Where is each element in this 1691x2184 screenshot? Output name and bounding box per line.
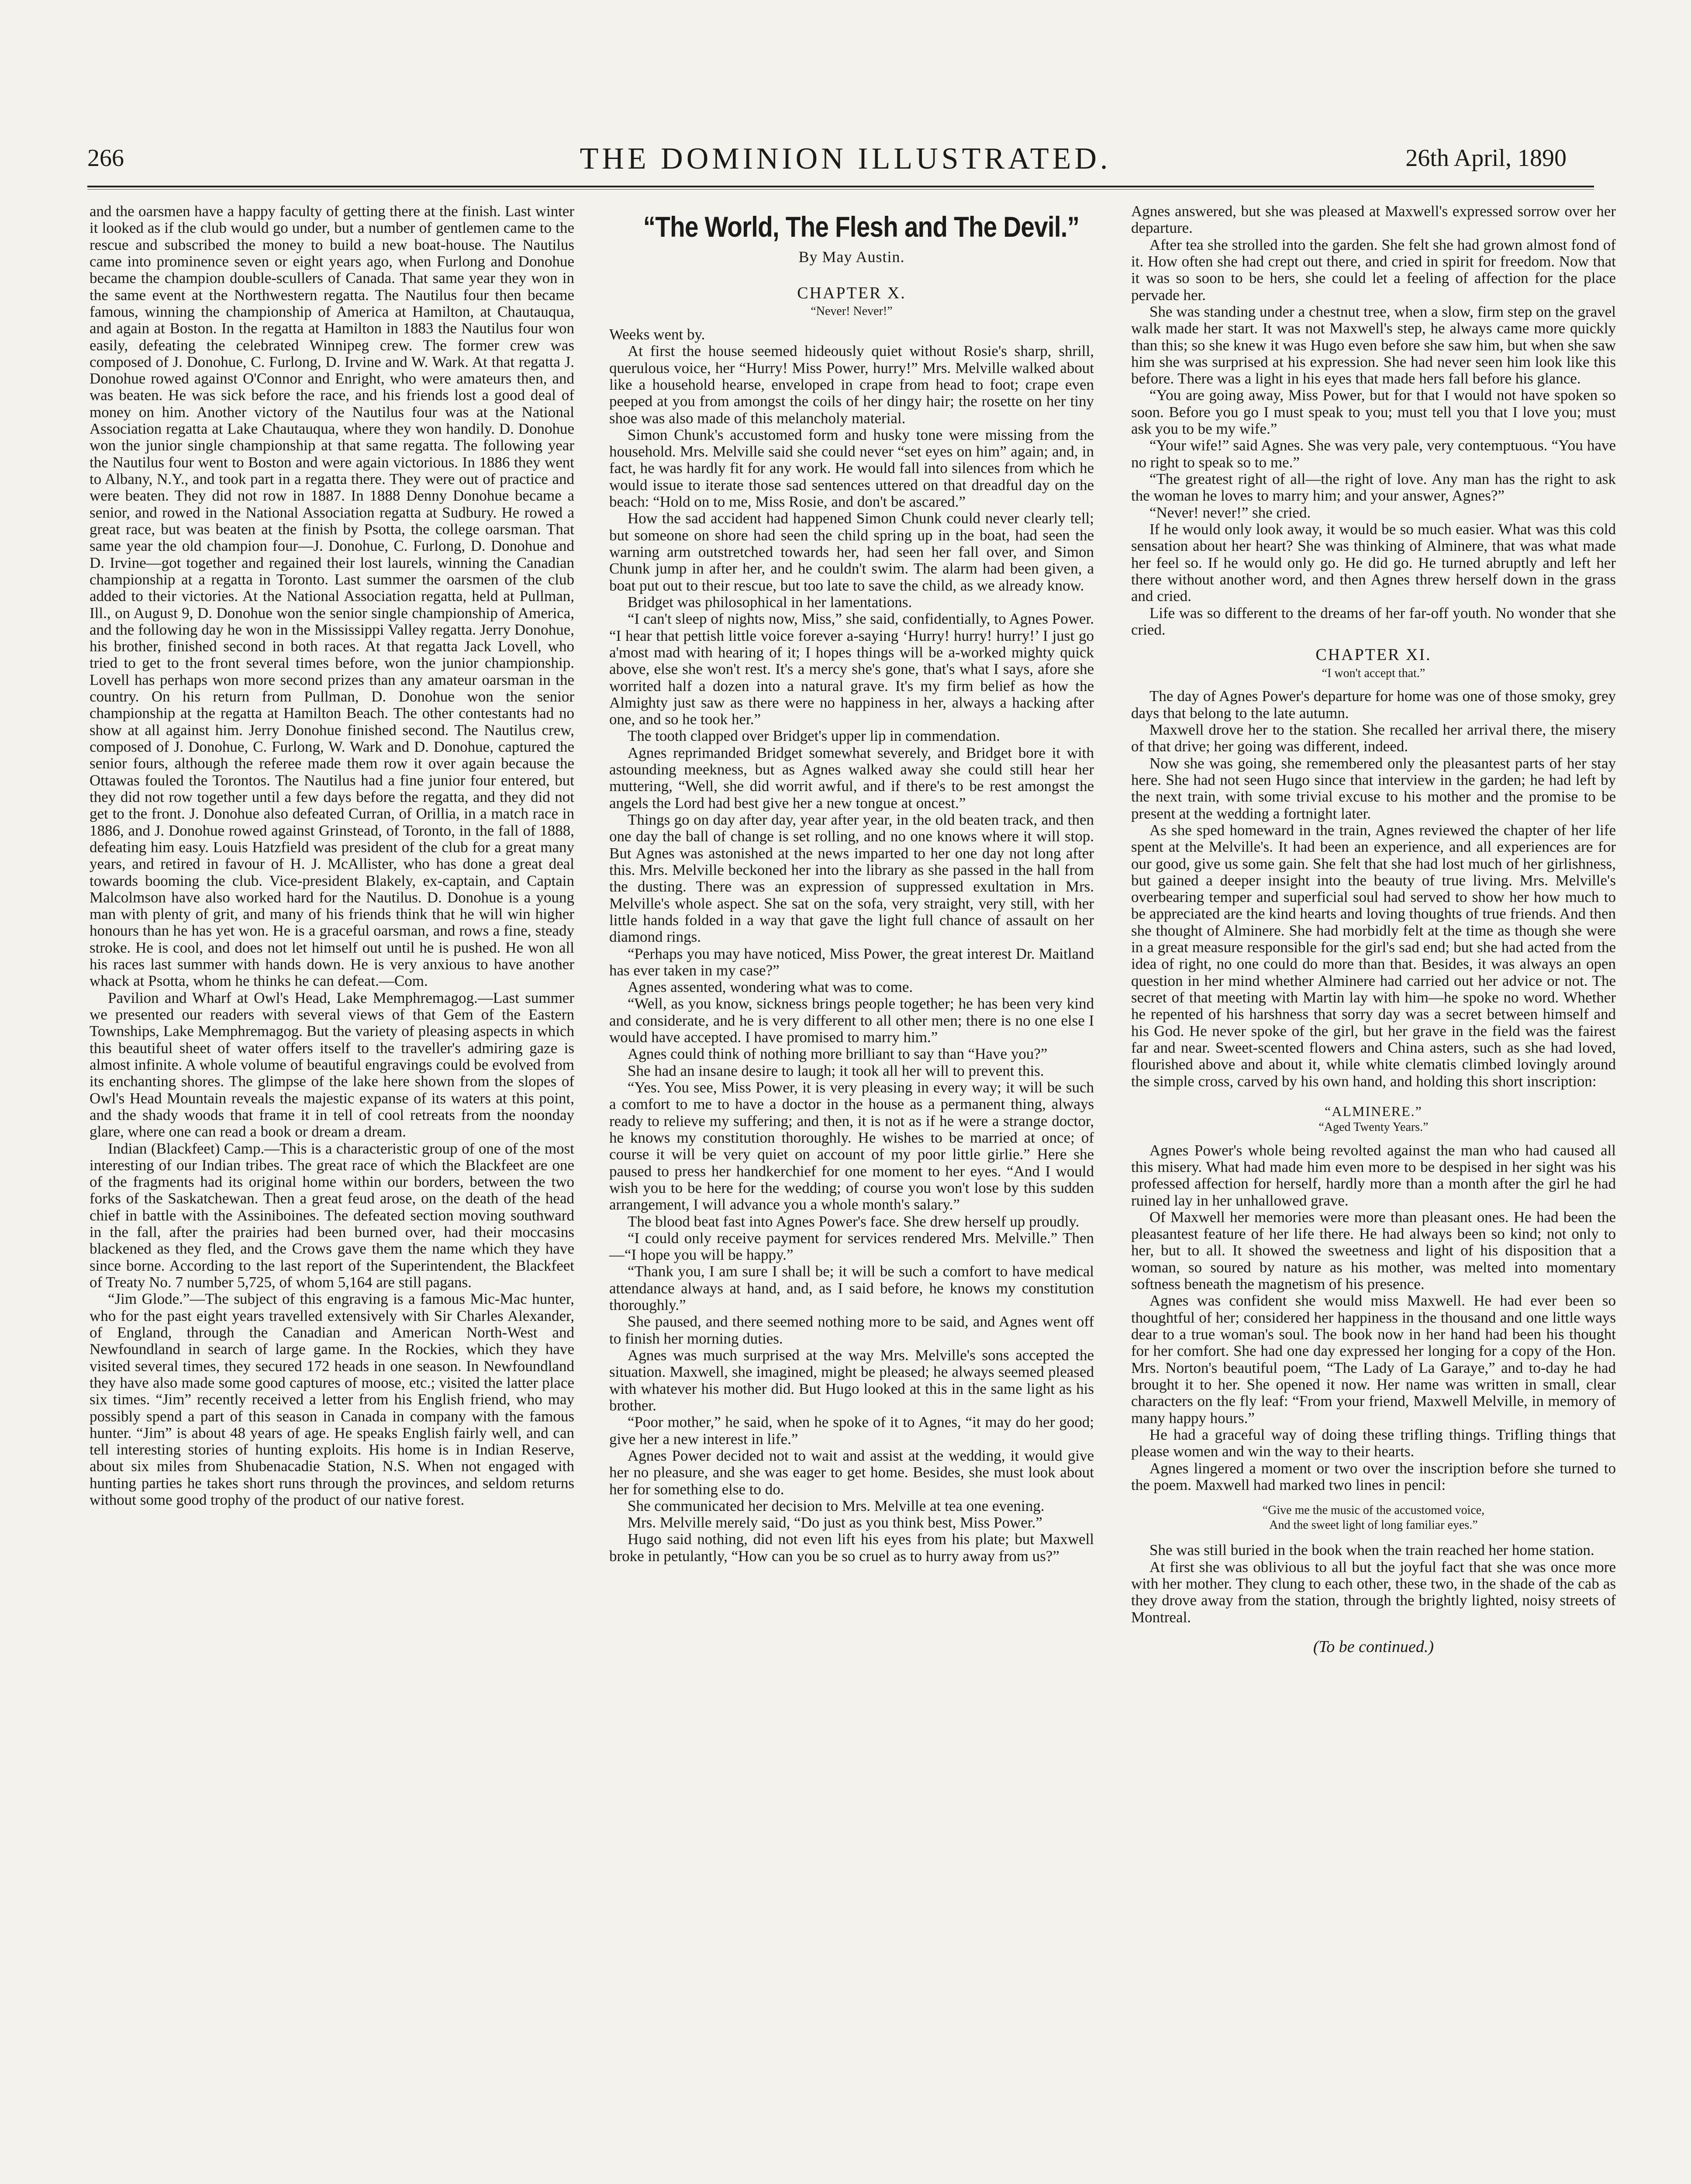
verse-line: “Give me the music of the accustomed voice,: [1262, 1503, 1485, 1517]
paragraph: “Poor mother,” he said, when he spoke of it to Agnes, “it may do her good; give her a new interest in life.”: [609, 1413, 1094, 1448]
paragraph: Agnes was confident she would miss Maxwell. He had ever been so thoughtful of her; considered her happiness in the thousand and one little ways dear to a true woman's soul. The book now in her hand had been his thought for her comfort. She had one day expressed her longing for a copy of the Hon. Mrs. Norton's beautiful poem, “The Lady of La Garaye,” and to-day he had brought it to her. She opened it now. Her name was written in small, clear characters on the fly leaf: “From your friend, Maxwell Melville, in memory of many happy hours.”: [1131, 1292, 1616, 1427]
paragraph: He had a graceful way of doing these trifling things. Trifling things that please women and win the way to their hearts.: [1131, 1426, 1616, 1460]
paragraph: Mrs. Melville merely said, “Do just as you think best, Miss Power.”: [628, 1514, 1042, 1531]
paragraph: Of Maxwell her memories were more than pleasant ones. He had been the pleasantest feature of her life there. He had always been so kind; not only to her, but to all. It showed the sweetness and light of his disposition that a woman, so soured by nature as his mother, was melted into momentary softness beneath the magnetism of his presence.: [1131, 1208, 1616, 1293]
paragraph: Weeks went by.: [609, 325, 705, 343]
chapter-motto: “Never! Never!”: [811, 304, 893, 318]
paragraph: “Your wife!” said Agnes. She was very pale, very contemptuous. “You have no right to speak so to me.”: [1131, 437, 1616, 471]
paragraph: Hugo said nothing, did not even lift his eyes from his plate; but Maxwell broke in petulantly, “How can you be so cruel as to hurry away from us?”: [609, 1531, 1094, 1565]
chapter-heading: CHAPTER XI.: [1315, 646, 1432, 664]
paragraph: Agnes could think of nothing more brilliant to say than “Have you?”: [628, 1045, 1048, 1063]
paragraph: The day of Agnes Power's departure for home was one of those smoky, grey days that belong to the late autumn.: [1131, 688, 1616, 722]
paragraph: “Perhaps you may have noticed, Miss Power, the great interest Dr. Maitland has ever taken in my case?”: [609, 945, 1094, 979]
paragraph: She paused, and there seemed nothing more to be said, and Agnes went off to finish her morning duties.: [609, 1313, 1094, 1347]
paragraph: Agnes was much surprised at the way Mrs. Melville's sons accepted the situation. Maxwell, she imagined, might be pleased; he always seemed pleased with whatever his mother did. But Hugo looked at this in the same light as his brother.: [609, 1347, 1094, 1414]
paragraph: At first the house seemed hideously quiet without Rosie's sharp, shrill, querulous voice, her “Hurry! Miss Power, hurry!” Mrs. Melville walked about like a household hearse, enveloped in crape from head to foot; crape even peeped at you from amongst the coils of her dingy hair; the rosette on her tiny shoe was also made of this melancholy material.: [609, 342, 1094, 427]
paragraph: “I can't sleep of nights now, Miss,” she said, confidentially, to Agnes Power. “I hear that pettish little voice forever a-saying ‘Hurry! hurry! hurry!’ I just go a'most mad with hearing of it; I hopes things will be a-worked mighty quick above, else she won't rest. It's a mercy she's gone, that's what I says, afore she worrited half a dozen into a natural grave. It's my firm belief as how the Almighty just saw as there were no happiness in her, always a hacking after one, and so he took her.”: [609, 610, 1094, 728]
paragraph: As she sped homeward in the train, Agnes reviewed the chapter of her life spent at the Melville's. It had been an experience, and all experiences are for our good, give us some gain. She felt that she had lost much of her girlishness, but gained a deeper insight into the beauty of true living. Mrs. Melville's overbearing temper and superficial soul had served to show her how much to be appreciated are the kind hearts and loving thoughts of true friends. And then she thought of Alminere. She had morbidly felt at the time as though she were in a great measure responsible for the girl's sad end; but she had acted from the idea of right, no one could do more than that. Besides, it was always an open question in her mind whether Alminere had carried out her advice or not. The secret of that meeting with Martin lay with him—he spoke no word. Whether he repented of his harshness that sorry day was a secret between himself and his God. He never spoke of the girl, but her grave in the field was the fairest far and near. Sweet-scented flowers and China asters, such as she had loved, flourished above and about it, while white clematis climbed lovingly around the simple cross, carved by his own hand, and holding this short inscription:: [1131, 821, 1616, 1090]
paragraph: Simon Chunk's accustomed form and husky tone were missing from the household. Mrs. Melville said she could never “set eyes on him” again; and, in fact, he was hardly fit for any work. He would fall into silences from which he would issue to iterate those sad sentences uttered on that dreadful day on the beach: “Hold on to me, Miss Rosie, and don't be ascared.”: [609, 426, 1094, 511]
paragraph: If he would only look away, it would be so much easier. What was this cold sensation about her heart? She was thinking of Alminere, that was what made her feel so. If he would only go. He did go. He turned abruptly and left her there without another word, and then Agnes threw herself down in the grass and cried.: [1131, 520, 1616, 605]
paragraph: Now she was going, she remembered only the pleasantest parts of her stay here. She had not seen Hugo since that interview in the garden; he had left by the next train, with some trivial excuse to his mother and the promise to be present at the wedding a fortnight later.: [1131, 754, 1616, 822]
paragraph: “Jim Glode.”—The subject of this engraving is a famous Mic-Mac hunter, who for the past eight years travelled extensively with Sir Charles Alexander, of England, through the Canadian and American North-West and Newfoundland in search of large game. In the Rockies, which they have visited several times, they secured 172 heads in one season. In Newfoundland they have also made some good captures of moose, etc.; visited the latter place six times. “Jim” recently received a letter from his English friend, who may possibly spend a part of this season in Canada in company with the famous hunter. “Jim” is about 48 years of age. He speaks English fairly well, and can tell interesting stories of hunting exploits. His home is in Indian Reserve, about six miles from Shubenacadie Station, N.S. When not engaged with hunting parties he takes short runs through the provinces, and seldom returns without some good trophy of the product of our native forest.: [90, 1290, 574, 1509]
paragraph: How the sad accident had happened Simon Chunk could never clearly tell; but someone on shore had seen the child spring up in the boat, had seen the warning arm outstretched towards her, had seen her fall over, and Simon Chunk jump in after her, and he couldn't swim. The alarm had been given, a boat put out to their rescue, but too late to save the child, as we already know.: [609, 510, 1094, 594]
column-middle: [609, 203, 1094, 1565]
paragraph: Indian (Blackfeet) Camp.—This is a characteristic group of one of the most interesting of our Indian tribes. The great race of which the Blackfeet are one of the fragments had its original home within our borders, between the two forks of the Saskatchewan. Then a great feud arose, on the death of the head chief in battle with the Assiniboines. The defeated section moving southward in the fall, after the prairies had been burned over, had their moccasins blackened as they fled, and the Crows gave them the name which they have since borne. According to the last report of the Superintendent, the Blackfeet of Treaty No. 7 number 5,725, of whom 5,164 are still pagans.: [90, 1140, 574, 1291]
column-left: [90, 203, 574, 1508]
paragraph: “You are going away, Miss Power, but for that I would not have spoken so soon. Before you go I must speak to you; must tell you that I love you; must ask you to be my wife.”: [1131, 387, 1616, 438]
paragraph: The tooth clapped over Bridget's upper lip in commendation.: [628, 727, 1000, 745]
chapter-motto: “I won't accept that.”: [1322, 666, 1425, 680]
paragraph: Agnes assented, wondering what was to come.: [628, 978, 913, 996]
inscription-title: “ALMINERE.”: [1325, 1103, 1422, 1119]
page-number: 266: [87, 145, 124, 172]
story-title: “The World, The Flesh and The Devil.”: [643, 211, 1080, 243]
paragraph: After tea she strolled into the garden. She felt she had grown almost fond of it. How often she had crept out there, and cried in spirit for freedom. Now that it was so soon to be hers, she could let a feeling of affection for the place pervade her.: [1131, 236, 1616, 304]
paragraph: The blood beat fast into Agnes Power's face. She drew herself up proudly.: [628, 1213, 1080, 1230]
paragraph: “The greatest right of all—the right of love. Any man has the right to ask the woman he loves to marry him; and your answer, Agnes?”: [1131, 470, 1616, 505]
paragraph: Agnes reprimanded Bridget somewhat severely, and Bridget bore it with astounding meekness, but as Agnes walked away she could still hear her muttering, “Well, she did worrit awful, and if there's to be rest amongst the angels the Lord had best give her a new tongue at oncest.”: [609, 744, 1094, 812]
issue-date: 26th April, 1890: [1405, 145, 1567, 172]
paragraph: Things go on day after day, year after year, in the old beaten track, and then one day the ball of change is set rolling, and no one knows where it will stop. But Agnes was astonished at the news imparted to her one day not long after this. Mrs. Melville beckoned her into the library as she passed in the hall from the dusting. There was an expression of suppressed exultation in Mrs. Melville's whole aspect. She sat on the sofa, very straight, very still, with her little hands folded in a way that gave the light full chance of assault on her diamond rings.: [609, 811, 1094, 946]
paragraph: She had an insane desire to laugh; it took all her will to prevent this.: [628, 1062, 1044, 1079]
inscription-subtitle: “Aged Twenty Years.”: [1318, 1120, 1429, 1134]
paragraph: Maxwell drove her to the station. She recalled her arrival there, the misery of that drive; her going was different, indeed.: [1131, 721, 1616, 755]
paragraph: At first she was oblivious to all but the joyful fact that she was once more with her mother. They clung to each other, these two, in the shade of the cab as they drove away from the station, through the brightly lighted, noisy streets of Montreal.: [1131, 1558, 1616, 1626]
paragraph: She was standing under a chestnut tree, when a slow, firm step on the gravel walk made her start. It was not Maxwell's step, he always came more quickly than this; so she knew it was Hugo even before she saw him, but when she saw him she was surprised at his expression. She had never seen him look like this before. There was a light in his eyes that made hers fall before his glance.: [1131, 303, 1616, 387]
paragraph: and the oarsmen have a happy faculty of getting there at the finish. Last winter it looked as if the club would go under, but a number of gentlemen came to the rescue and subscribed the money to build a new boat-house. The Nautilus came into prominence seven or eight years ago, when Furlong and Donohue became the champion double-scullers of Canada. That same year they won in the same event at the Northwestern regatta. The Nautilus four then became famous, winning the championship of America at Hamilton, at Chautauqua, and again at Boston. In the regatta at Hamilton in 1883 the Nautilus four won easily, defeating the celebrated Winnipeg crew. The former crew was composed of J. Donohue, C. Furlong, D. Irvine and W. Wark. At that regatta J. Donohue rowed against O'Connor and Enright, who were amateurs then, and was beaten. He was sick before the race, and his friends lost a good deal of money on him. Another victory of the Nautilus four was at the National Association regatta at Lake Chautauqua, where they won handily. D. Donohue won the junior single championship at that same regatta. The following year the Nautilus four went to Boston and were again victorious. In 1886 they went to Albany, N.Y., and took part in a regatta there. They were out of practice and were beaten. They did not row in 1887. In 1888 Denny Donohue became a senior, and rowed in the National Association regatta at Sudbury. He rowed a great race, but was beaten at the finish by Psotta, the college oarsman. That same year the old champion four—J. Donohue, C. Furlong, D. Donohue and D. Irvine—got together and regained their lost laurels, winning the Canadian championship at a regatta in Toronto. Last summer the oarsmen of the club added to their victories. At the National Association regatta, held at Pullman, Ill., on August 9, D. Donohue won the senior single championship of America, and the following day he won in the Mississippi Valley regatta. Jerry Donohue, his brother, finished second in both races. At that regatta Jack Lovell, who tried to get to the front several times before, won the junior championship. Lovell has perhaps won more second prizes than any amateur oarsman in the country. On his return from Pullman, D. Donohue won the senior championship at the regatta at Hamilton Beach. The other contestants had no show at all against him. Jerry Donohue finished second. The Nautilus crew, composed of J. Donohue, C. Furlong, W. Wark and D. Donohue, captured the senior fours, although the referee made them row it over again because the Ottawas fouled the Torontos. The Nautilus had a fine junior four entered, but they did not row together until a few days before the regatta, and they did not get to the front. J. Donohue also defeated Curran, of Orillia, in a match race in 1886, and J. Donohue rowed against Grinstead, of Toronto, in the fall of 1888, defeating him easy. Louis Hatzfield was president of the club for a great many years, and retired in favour of H. J. McAllister, who has done a great deal towards booming the club. Vice-president Blakely, ex-captain, and Captain Malcolmson have also worked hard for the Nautilus. D. Donohue is a young man with plenty of grit, and many of his friends think that he will win higher honours than he has yet won. He is a graceful oarsman, and rows a fine, steady stroke. He is cool, and does not let himself out until he is pushed. He won all his races last summer with hands down. He is very anxious to have another whack at Psotta, whom he thinks he can defeat.—Com.: [90, 203, 574, 990]
verse-line: And the sweet light of long familiar eyes.”: [1269, 1518, 1478, 1532]
paragraph: Agnes Power's whole being revolted against the man who had caused all this misery. What had made him even more to be despised in her sight was his professed affection for herself, hardly more than a month after the girl he had ruined lay in her unhallowed grave.: [1131, 1141, 1616, 1209]
paragraph: Agnes lingered a moment or two over the inscription before she turned to the poem. Maxwell had marked two lines in pencil:: [1131, 1459, 1616, 1493]
paragraph: Life was so different to the dreams of her far-off youth. No wonder that she cried.: [1131, 604, 1616, 638]
to-be-continued: (To be continued.): [1313, 1637, 1434, 1656]
paragraph: Pavilion and Wharf at Owl's Head, Lake Memphremagog.—Last summer we presented our readers with several views of that Gem of the Eastern Townships, Lake Memphremagog. But the variety of pleasing aspects in which this beautiful sheet of water offers itself to the traveller's admiring gaze is almost infinite. A whole volume of beautiful engravings could be evolved from its enchanting shores. The glimpse of the lake here shown from the slopes of Owl's Head Mountain reveals the majestic expanse of its waters at this point, and the shady woods that frame it in tell of cool retreats from the noonday glare, where one can read a book or dream a dream.: [90, 989, 574, 1140]
chapter-heading: CHAPTER X.: [797, 283, 906, 302]
header-rule: [87, 186, 1594, 187]
paragraph: Agnes answered, but she was pleased at Maxwell's expressed sorrow over her departure.: [1131, 203, 1616, 237]
column-right: [1131, 203, 1616, 1656]
paragraph: “Well, as you know, sickness brings people together; he has been very kind and considerate, and he is very different to all other men; there is no one else I would have accepted. I have promised to marry him.”: [609, 995, 1094, 1046]
paragraph: Bridget was philosophical in her lamentations.: [628, 593, 912, 611]
paragraph: “Thank you, I am sure I shall be; it will be such a comfort to have medical attendance always at hand, and, as I said before, he knows my constitution thoroughly.”: [609, 1263, 1094, 1314]
paragraph: She was still buried in the book when the train reached her home station.: [1149, 1541, 1594, 1559]
publication-title: THE DOMINION ILLUSTRATED.: [580, 142, 1111, 176]
header-rule-thin: [87, 189, 1594, 190]
verse-quote: [1131, 1503, 1616, 1532]
paragraph: “Never! never!” she cried.: [1149, 504, 1311, 521]
paragraph: Agnes Power decided not to wait and assist at the wedding, it would give her no pleasure, and she was eager to get home. Besides, she must look about her for something else to do.: [609, 1447, 1094, 1498]
paragraph: She communicated her decision to Mrs. Melville at tea one evening.: [628, 1497, 1045, 1514]
paragraph: “Yes. You see, Miss Power, it is very pleasing in every way; it will be such a comfort to me to have a doctor in the house as a permanent thing, always ready to relieve my suffering; and then, it is not as if he were a strange doctor, he knows my constitution thoroughly. He wishes to be married at once; of course it will be very quiet on account of my poor little girlie.” Here she paused to press her handkerchief for one moment to her eyes. “And I would wish you to be here for the wedding; of course you won't lose by this sudden arrangement, I will advance you a whole month's salary.”: [609, 1079, 1094, 1213]
running-head: [0, 144, 1691, 179]
paragraph: “I could only receive payment for services rendered Mrs. Melville.” Then—“I hope you will be happy.”: [609, 1229, 1094, 1264]
story-byline: By May Austin.: [798, 248, 905, 266]
